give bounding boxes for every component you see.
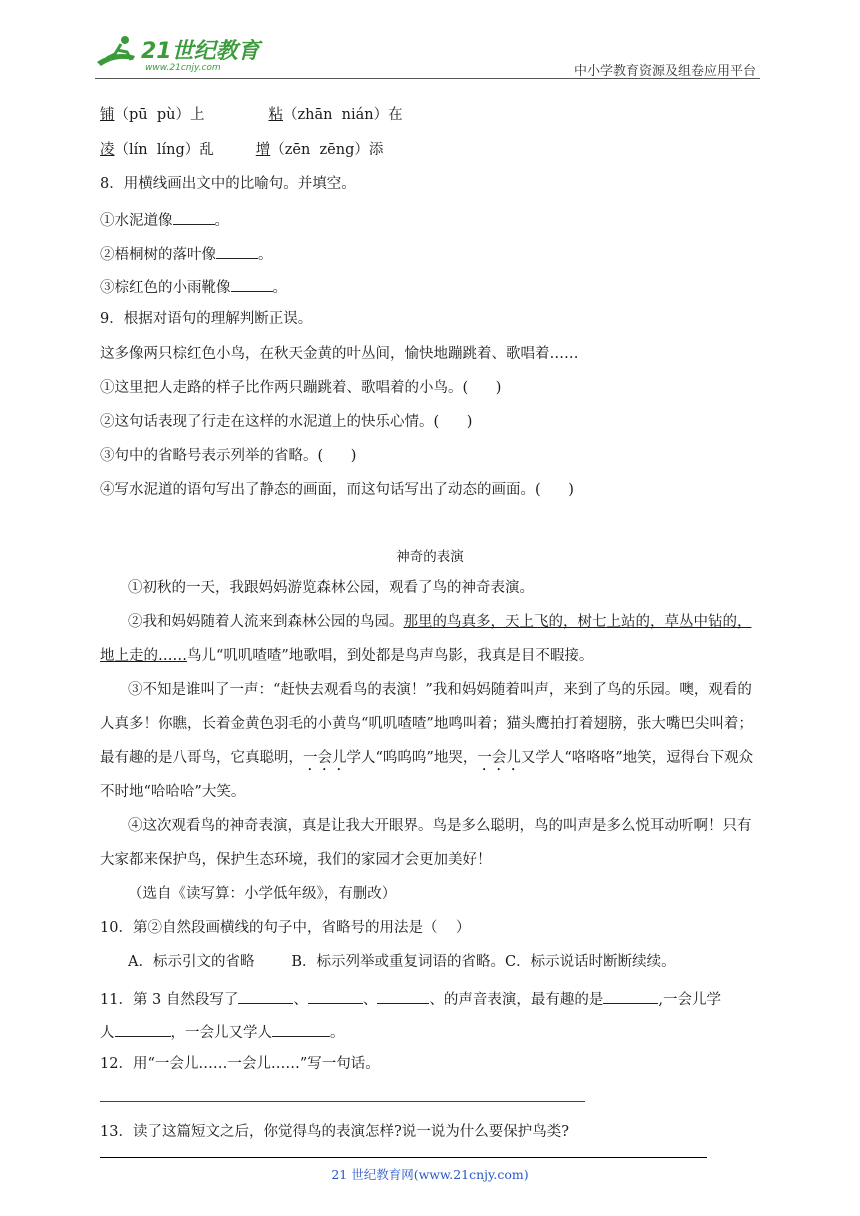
passage-title: 神奇的表演 bbox=[396, 549, 464, 565]
footer-divider bbox=[100, 1157, 707, 1158]
q9-item-1: ①这里把人走路的样子比作两只蹦跳着、歌唱着的小鸟。( ) bbox=[100, 380, 502, 396]
q8-title: 8．用横线画出文中的比喻句。并填空。 bbox=[100, 176, 356, 192]
answer-blank[interactable] bbox=[238, 987, 293, 1004]
passage-paragraph-3: ③不知是谁叫了一声：“赶快去观看鸟的表演！”我和妈妈随着叫声，来到了鸟的乐园。噢，观看的人真多！你瞧，长着金黄色羽毛的小黄鸟“叽叽喳喳”地鸣叫着；猫头鹰拍打着翅膀，张大嘴巴尖叫着；最有趣的是八哥鸟，它真聪明，一会儿学人“呜呜呜”地哭，一会儿又学人“咯咯咯”地笑，逗得台下观众不时地“哈哈哈”大笑。 bbox=[100, 682, 754, 800]
answer-blank[interactable] bbox=[216, 242, 258, 259]
site-logo bbox=[95, 32, 265, 74]
passage-paragraph-4: ④这次观看鸟的神奇表演，真是让我大开眼界。鸟是多么聪明，鸟的叫声是多么悦耳动听啊！只有大家都来保护鸟，保护生态环境，我们的家园才会更加美好！ bbox=[100, 818, 752, 868]
pinyin-line-2: 凌（lín líng）乱 增（zēn zēng）添 bbox=[100, 142, 384, 158]
answer-blank[interactable] bbox=[231, 275, 273, 292]
passage-source: （选自《读写算：小学低年级》，有删改） bbox=[128, 886, 397, 902]
q11-line-2: 人 ，一会儿又学人 。 bbox=[100, 1020, 345, 1043]
svg-text:www.21cnjy.com: www.21cnjy.com bbox=[145, 63, 221, 73]
answer-blank[interactable] bbox=[603, 987, 658, 1004]
answer-blank[interactable] bbox=[115, 1020, 171, 1037]
answer-blank[interactable] bbox=[272, 1020, 330, 1037]
underlined-sentence: 那里的鸟真多，天上飞的，树七上站的，草丛中钻的，地上走的…… bbox=[100, 614, 752, 664]
answer-blank[interactable] bbox=[173, 208, 215, 225]
q9-item-4: ④写水泥道的语句写出了静态的画面，而这句话写出了动态的画面。( ) bbox=[100, 482, 574, 498]
q9-item-3: ③句中的省略号表示列举的省略。( ) bbox=[100, 448, 357, 464]
q8-item-1: ①水泥道像 。 bbox=[100, 208, 229, 231]
q8-item-2: ②梧桐树的落叶像 。 bbox=[100, 242, 273, 265]
q12-title: 12．用“一会儿……一会儿……”写一句话。 bbox=[100, 1056, 380, 1072]
q9-title: 9．根据对语句的理解判断正误。 bbox=[100, 311, 313, 327]
q8-item-3: ③棕红色的小雨靴像 。 bbox=[100, 275, 287, 298]
q10-title: 10．第②自然段画横线的句子中，省略号的用法是（ ） bbox=[100, 920, 471, 936]
q9-quote: 这多像两只棕红色小鸟，在秋天金黄的叶丛间，愉快地蹦跳着、歌唱着…… bbox=[100, 346, 579, 362]
q10-options: A．标示引文的省略 B．标示列举或重复词语的省略。C．标示说话时断断续续。 bbox=[128, 954, 676, 970]
q9-item-2: ②这句话表现了行走在这样的水泥道上的快乐心情。( ) bbox=[100, 414, 473, 430]
q12-answer-line[interactable] bbox=[100, 1101, 585, 1102]
passage-paragraph-2: ②我和妈妈随着人流来到森林公园的鸟园。那里的鸟真多，天上飞的，树七上站的，草丛中钻的，地上走的……鸟儿“叽叽喳喳”地歌唱，到处都是鸟声鸟影，我真是目不暇接。 bbox=[100, 614, 752, 664]
q13-title: 13．读了这篇短文之后，你觉得鸟的表演怎样?说一说为什么要保护鸟类? bbox=[100, 1124, 569, 1140]
platform-name: 中小学教育资源及组卷应用平台 bbox=[573, 64, 756, 79]
answer-blank[interactable] bbox=[308, 987, 363, 1004]
footer-text: 21 世纪教育网(www.21cnjy.com) bbox=[331, 1167, 529, 1182]
pinyin-line-1: 铺（pū pù）上 粘（zhān nián）在 bbox=[100, 107, 403, 123]
answer-blank[interactable] bbox=[377, 987, 429, 1004]
passage-paragraph-1: ①初秋的一天，我跟妈妈游览森林公园，观看了鸟的神奇表演。 bbox=[128, 580, 534, 596]
q11-line-1: 11．第 3 自然段写了 、 、 、的声音表演，最有趣的是 ,一会儿学 bbox=[100, 987, 721, 1010]
page-header bbox=[95, 30, 760, 79]
svg-text:21世纪教育: 21世纪教育 bbox=[141, 39, 260, 64]
